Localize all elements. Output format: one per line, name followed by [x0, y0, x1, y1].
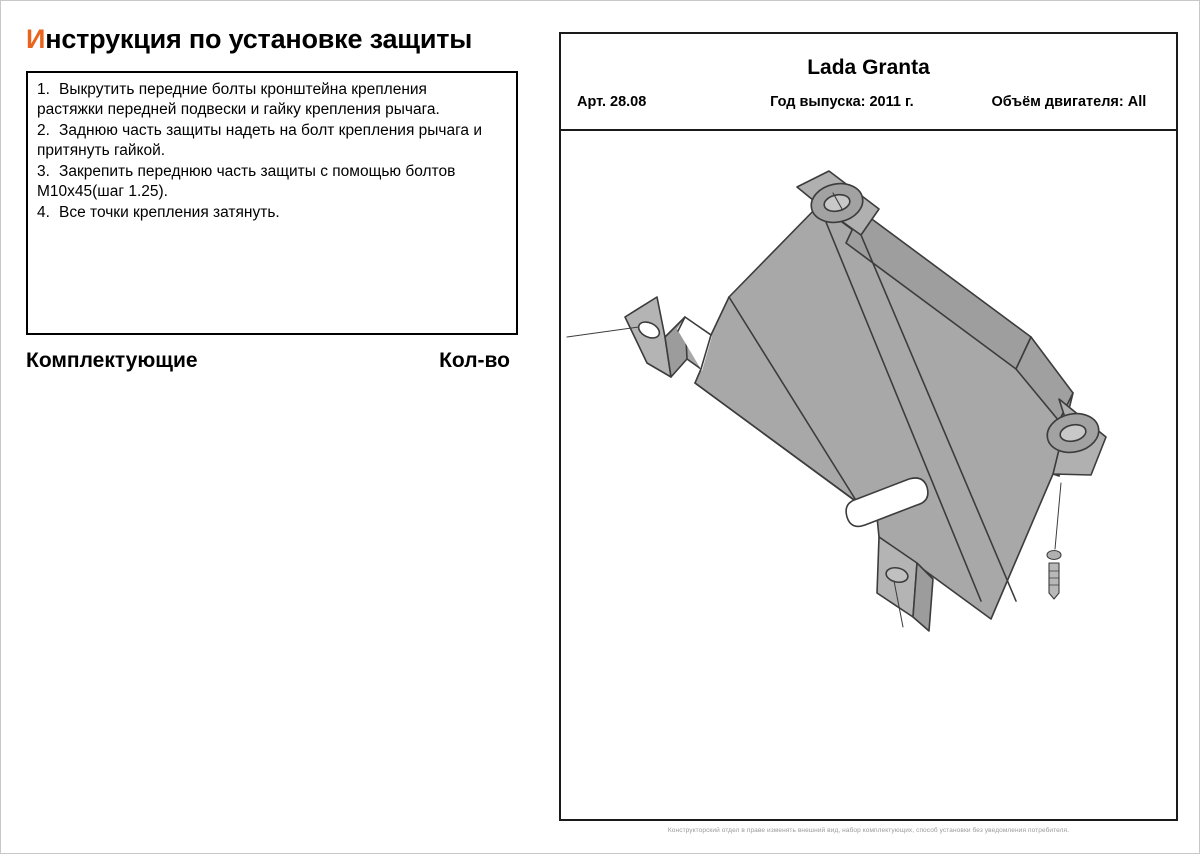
instruction-line [37, 162, 507, 183]
bolt-washer [1047, 551, 1061, 560]
instruction-text: Выкрутить передние болты кронштейна крепления [59, 80, 427, 98]
parts-table-header [26, 349, 516, 373]
parts-list [26, 379, 516, 419]
instruction-text: Все точки крепления затянуть. [59, 203, 280, 221]
disclaimer-text: Конструкторский отдел в праве изменять внешний вид, набор комплектующих, способ установки без уведомления потребителя. [667, 827, 1070, 834]
instruction-line [37, 100, 507, 121]
instruction-number: 4. [37, 203, 50, 221]
skid-plate-svg [561, 131, 1176, 819]
skid-plate-drawing [561, 131, 1176, 819]
article-number: Арт. 28.08 [577, 94, 647, 110]
instruction-number: 1. [37, 80, 50, 98]
instruction-text: Закрепить переднюю часть защиты с помощью болтов [59, 162, 456, 180]
instruction-line [37, 121, 507, 142]
title-text: нструкция по установке защиты [45, 24, 473, 54]
instruction-column [26, 25, 518, 419]
instruction-text: M10x45(шаг 1.25). [37, 183, 168, 201]
product-panel [559, 32, 1178, 821]
instruction-line [37, 80, 507, 101]
title-accent-letter: И [26, 24, 46, 54]
product-header [561, 34, 1176, 131]
mounting-hole-left-leader [567, 327, 639, 337]
instruction-number: 3. [37, 162, 50, 180]
engine-volume: Объём двигателя: All [991, 94, 1147, 110]
bolt-shank [1049, 563, 1059, 599]
instruction-text: притянуть гайкой. [37, 142, 166, 160]
instruction-line [37, 203, 507, 224]
instruction-line [37, 182, 507, 203]
production-year: Год выпуска: 2011 г. [770, 94, 914, 110]
instruction-text: растяжки передней подвески и гайку крепления рычага. [37, 101, 440, 119]
instruction-number: 2. [37, 121, 50, 139]
page-title [26, 25, 518, 55]
product-spec-row [561, 94, 1176, 110]
bolt-leader-line [1055, 483, 1061, 549]
instruction-line [37, 141, 507, 162]
instructions-box [26, 71, 518, 335]
parts-list-title: Комплектующие [26, 348, 198, 372]
plate-main-surface [678, 205, 1073, 619]
vehicle-name: Lada Granta [807, 56, 930, 79]
instruction-text: Заднюю часть защиты надеть на болт крепления рычага и [59, 121, 483, 139]
parts-quantity-title: Кол-во [439, 348, 510, 372]
